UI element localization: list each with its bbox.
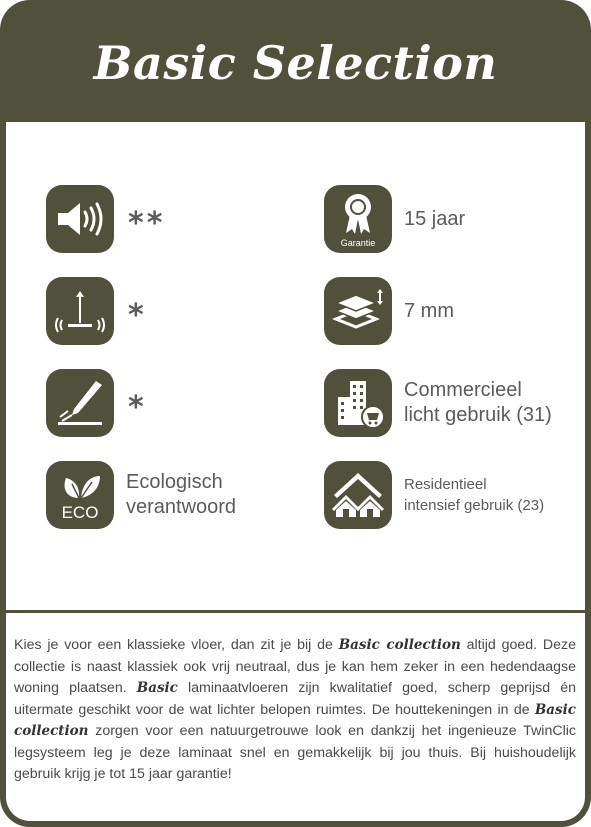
feature-impact [46,277,147,345]
feature-commercial [324,369,552,437]
residential-houses-icon [324,461,392,529]
commercial-label [404,378,552,428]
sound-rating: ** [128,206,166,241]
feature-sound [46,185,165,253]
layers-thickness-icon [324,277,392,345]
eco-badge-text: ECO [61,503,99,522]
warranty-rosette-icon [324,185,392,253]
residential-label [404,474,544,516]
residential-line1: Residentieel [404,476,487,493]
feature-residential [324,461,544,529]
impact-resistance-icon [46,277,114,345]
feature-scratch [46,369,147,437]
feature-thickness [324,277,454,345]
eco-line1: Ecologisch [126,471,223,493]
commercial-line2: licht gebruik (31) [404,404,552,426]
eco-label [126,470,236,520]
description-part-4: zorgen voor een natuurgetrouwe look en dankzij het ingenieuze TwinClic legsysteem leg je deze laminaat snel en gemakkelijk bij jou thuis. Bij huishoudelijk gebruik krijg je tot 15 jaar garantie! [14,723,576,782]
warranty-label: 15 jaar [404,207,466,230]
eco-leaf-icon [46,461,114,529]
impact-rating: * [128,298,147,333]
residential-line2: intensief gebruik (23) [404,497,545,514]
commercial-line1: Commercieel [404,379,522,401]
description-part-2: altijd goed. Deze collectie is naast klassiek ook vrij neutraal, dus je kan hem zeker in een hedendaagse woning plaatsen. [14,637,576,696]
description-part-1: Kies je voor een klassieke vloer, dan zit je bij de [14,637,339,653]
description-text [14,635,576,786]
card-header [0,0,591,122]
warranty-badge-text: Garantie [340,238,376,248]
scratch-rating: * [128,390,147,425]
scratch-resistance-icon [46,369,114,437]
basic-mention: Basic [136,680,178,696]
basic-collection-mention-2: Basic collection [14,701,576,739]
basic-collection-mention-1: Basic collection [338,637,461,653]
thickness-label: 7 mm [404,299,454,322]
speaker-icon [46,185,114,253]
features-panel [6,122,585,610]
feature-eco [46,461,236,529]
description-panel [6,613,585,821]
page-title: Basic Selection [93,36,498,90]
commercial-building-icon [324,369,392,437]
feature-warranty [324,185,465,253]
description-part-3: laminaatvloeren zijn kwalitatief goed, scherp geprijsd én uitermate geschikt voor de wat lichter belopen ruimtes. De houttekeningen in de [14,680,576,718]
eco-line2: verantwoord [126,496,237,518]
